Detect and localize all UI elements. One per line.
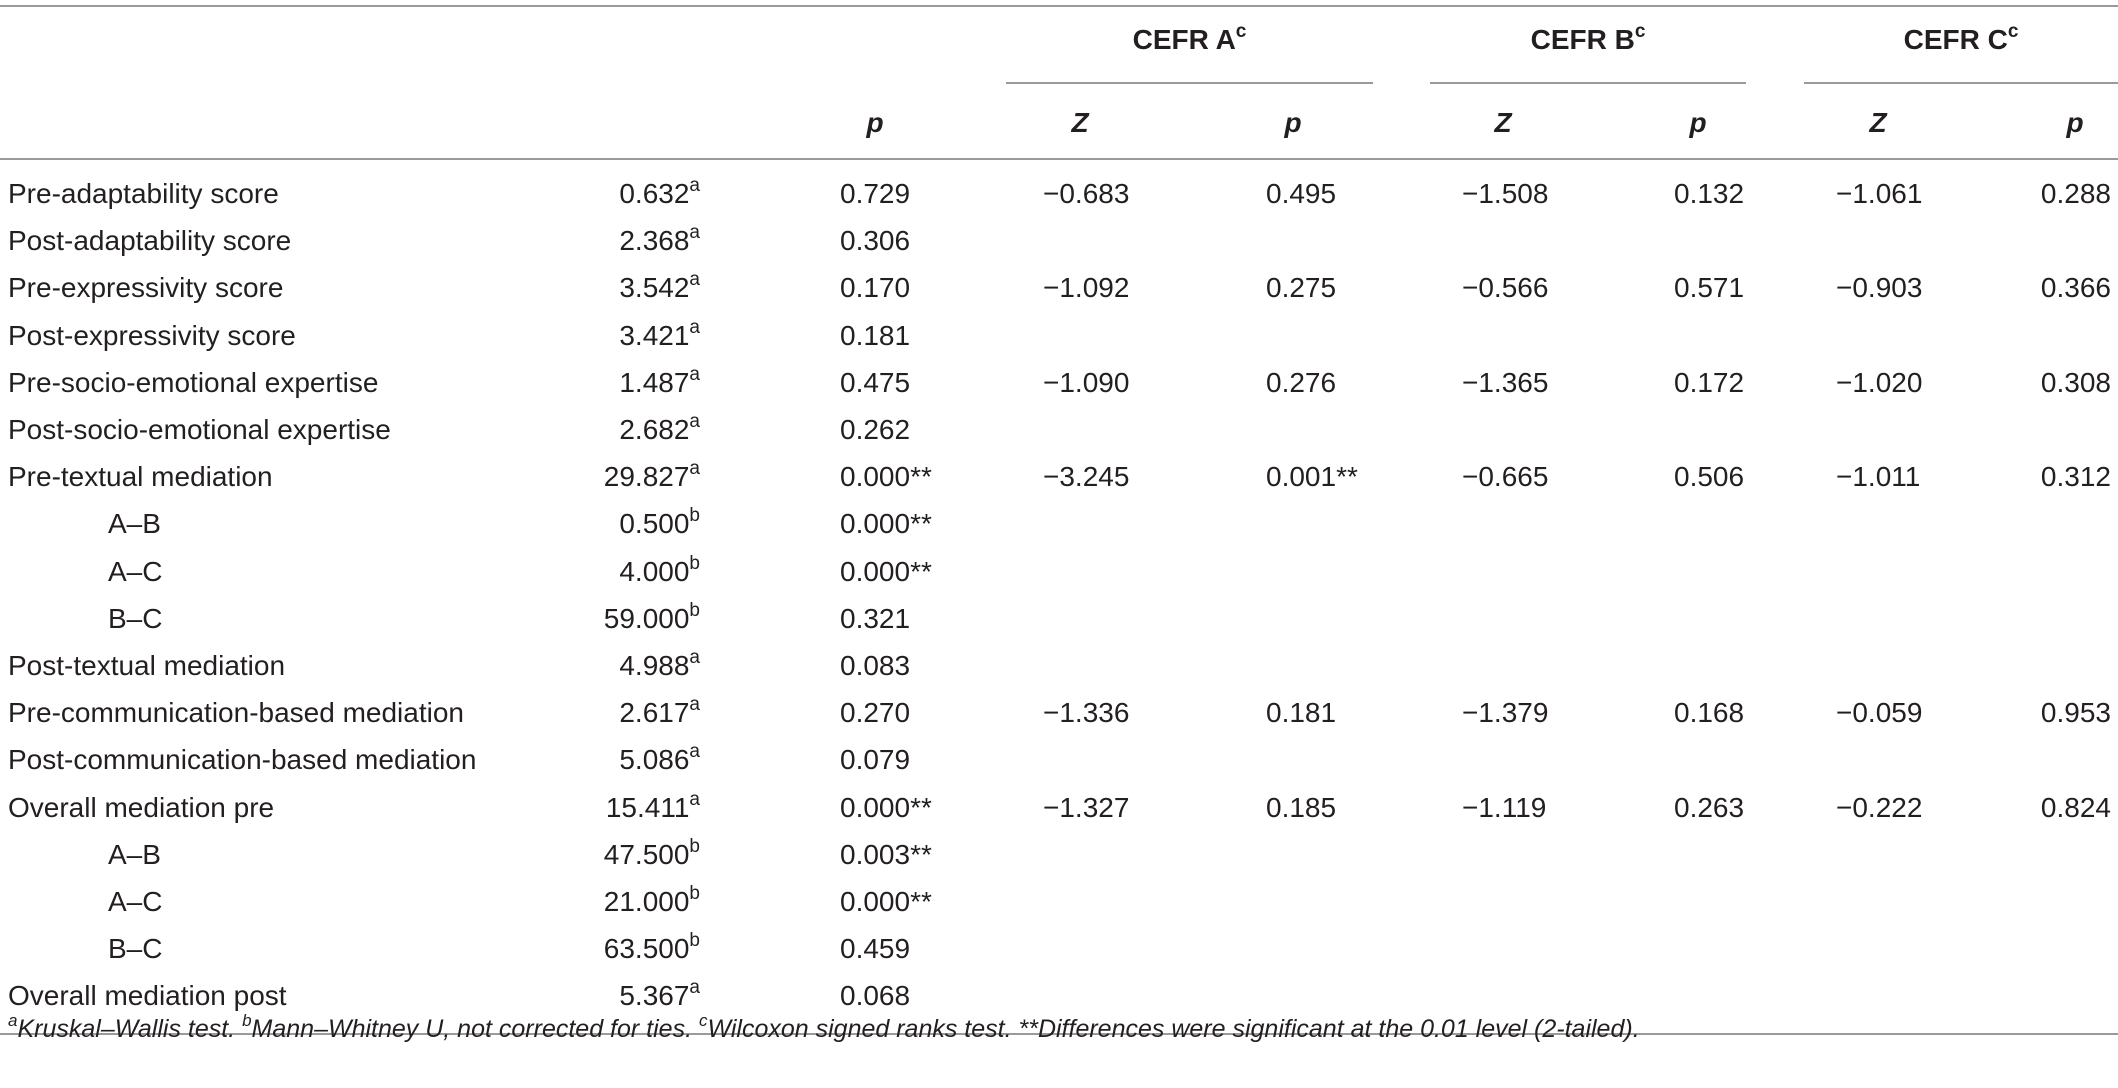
test-statistic-value: 5.086	[619, 744, 690, 775]
cefr-a-p-cell: 0.181	[1266, 697, 1337, 728]
group-header-sup: c	[2007, 20, 2019, 42]
row-label: Pre-communication-based mediation	[8, 697, 464, 728]
cefr-c-z-cell: −0.903	[1836, 272, 1923, 303]
cefr-b-p-cell: 0.172	[1674, 367, 1745, 398]
group-header-cefr-a	[1006, 20, 1373, 57]
cefr-a-p-cell: 0.275	[1266, 272, 1337, 303]
test-statistic-sup: a	[689, 740, 700, 762]
test-statistic-value: 0.632	[619, 178, 690, 209]
footnote-text: Wilcoxon signed ranks test. **Differences were significant at the 0.01 level (2-tailed).	[707, 1015, 1640, 1043]
cefr-c-z-cell: −0.059	[1836, 697, 1923, 728]
test-statistic-value: 4.000	[619, 556, 690, 587]
cefr-c-z-cell: −1.020	[1836, 367, 1923, 398]
p-value-cell: 0.000**	[840, 556, 932, 587]
cefr-c-z-cell: −1.011	[1836, 461, 1921, 492]
test-statistic-sup: a	[689, 363, 700, 385]
test-statistic-value: 3.421	[619, 320, 690, 351]
test-statistic-sup: b	[689, 929, 700, 951]
cefr-a-p-cell: 0.495	[1266, 178, 1337, 209]
p-value-cell: 0.306	[840, 225, 911, 256]
group-header-label: CEFR B	[1530, 24, 1635, 55]
p-value-cell: 0.000**	[840, 461, 932, 492]
cefr-a-p-cell: 0.001**	[1266, 461, 1358, 492]
col-header-c-z: Z	[1869, 107, 1887, 138]
cefr-b-p-cell: 0.132	[1674, 178, 1745, 209]
footnote-sup: c	[698, 1010, 708, 1030]
col-header-c-p: p	[2066, 107, 2084, 138]
row-label: B–C	[108, 933, 163, 964]
p-value-cell: 0.083	[840, 650, 911, 681]
cefr-c-p-cell: 0.312	[2040, 461, 2111, 492]
footnote-text: Kruskal–Wallis test.	[17, 1015, 243, 1043]
cefr-c-group-rule	[1804, 82, 2118, 84]
row-label: Post-socio-emotional expertise	[8, 414, 391, 445]
cefr-c-p-cell: 0.366	[2040, 272, 2111, 303]
row-label: Pre-expressivity score	[8, 272, 284, 303]
test-statistic-value: 5.367	[619, 980, 690, 1011]
cefr-b-p-cell: 0.168	[1674, 697, 1745, 728]
test-statistic-cell	[500, 504, 700, 541]
footnote-sup: a	[8, 1010, 18, 1030]
test-statistic-value: 0.500	[619, 508, 690, 539]
test-statistic-sup: b	[689, 504, 700, 526]
test-statistic-cell	[500, 693, 700, 730]
p-value-cell: 0.729	[840, 178, 911, 209]
row-label: Overall mediation post	[8, 980, 287, 1011]
top-rule	[0, 5, 2118, 7]
row-label: Pre-socio-emotional expertise	[8, 367, 379, 398]
cefr-b-z-cell: −1.508	[1462, 178, 1549, 209]
test-statistic-sup: b	[689, 552, 700, 574]
p-value-cell: 0.000**	[840, 886, 932, 917]
cefr-c-z-cell: −0.222	[1836, 792, 1923, 823]
p-value-cell: 0.068	[840, 980, 911, 1011]
test-statistic-cell	[500, 410, 700, 447]
cefr-b-p-cell: 0.571	[1674, 272, 1745, 303]
test-statistic-cell	[500, 363, 700, 400]
test-statistic-cell	[500, 882, 700, 919]
p-value-cell: 0.321	[840, 603, 911, 634]
test-statistic-cell	[500, 316, 700, 353]
footnote-text: Mann–Whitney U, not corrected for ties.	[251, 1015, 699, 1043]
test-statistic-value: 4.988	[619, 650, 690, 681]
row-label: A–C	[108, 886, 163, 917]
col-header-b-z: Z	[1494, 107, 1512, 138]
cefr-a-z-cell: −1.327	[1043, 792, 1130, 823]
test-statistic-value: 2.682	[619, 414, 690, 445]
test-statistic-sup: a	[689, 457, 700, 479]
test-statistic-cell	[500, 929, 700, 966]
test-statistic-cell	[500, 552, 700, 589]
cefr-b-p-cell: 0.506	[1674, 461, 1745, 492]
test-statistic-sup: b	[689, 599, 700, 621]
test-statistic-cell	[500, 174, 700, 211]
test-statistic-sup: b	[689, 882, 700, 904]
cefr-b-z-cell: −1.119	[1462, 792, 1547, 823]
p-value-cell: 0.262	[840, 414, 911, 445]
row-label: Pre-adaptability score	[8, 178, 279, 209]
col-header-a-p: p	[1284, 107, 1302, 138]
test-statistic-cell	[500, 646, 700, 683]
cefr-a-z-cell: −1.092	[1043, 272, 1130, 303]
test-statistic-value: 29.827	[603, 461, 690, 492]
table-footnote	[8, 1012, 1640, 1046]
cefr-c-p-cell: 0.953	[2040, 697, 2111, 728]
row-label: A–B	[108, 508, 161, 539]
cefr-b-z-cell: −1.379	[1462, 697, 1549, 728]
p-value-cell: 0.000**	[840, 508, 932, 539]
test-statistic-value: 59.000	[603, 603, 690, 634]
col-header-a-z: Z	[1071, 107, 1089, 138]
cefr-c-p-cell: 0.308	[2040, 367, 2111, 398]
p-value-cell: 0.079	[840, 744, 911, 775]
test-statistic-cell	[500, 835, 700, 872]
row-label: Overall mediation pre	[8, 792, 275, 823]
test-statistic-cell	[500, 976, 700, 1013]
row-label: B–C	[108, 603, 163, 634]
cefr-a-p-cell: 0.276	[1266, 367, 1337, 398]
test-statistic-cell	[500, 268, 700, 305]
test-statistic-value: 2.617	[619, 697, 690, 728]
test-statistic-cell	[500, 599, 700, 636]
cefr-a-z-cell: −0.683	[1043, 178, 1130, 209]
test-statistic-value: 21.000	[603, 886, 690, 917]
test-statistic-value: 47.500	[603, 839, 690, 870]
test-statistic-cell	[500, 221, 700, 258]
cefr-a-z-cell: −3.245	[1043, 461, 1130, 492]
col-header-p: p	[866, 107, 884, 138]
cefr-b-z-cell: −0.665	[1462, 461, 1549, 492]
row-label: Post-expressivity score	[8, 320, 296, 351]
test-statistic-sup: a	[689, 410, 700, 432]
test-statistic-sup: b	[689, 835, 700, 857]
test-statistic-value: 15.411	[605, 792, 690, 823]
cefr-b-p-cell: 0.263	[1674, 792, 1745, 823]
test-statistic-value: 1.487	[619, 367, 690, 398]
cefr-a-p-cell: 0.185	[1266, 792, 1337, 823]
p-value-cell: 0.459	[840, 933, 911, 964]
cefr-c-p-cell: 0.824	[2040, 792, 2111, 823]
p-value-cell: 0.003**	[840, 839, 932, 870]
test-statistic-cell	[500, 457, 700, 494]
test-statistic-sup: a	[689, 316, 700, 338]
test-statistic-sup: a	[689, 174, 700, 196]
row-label: A–C	[108, 556, 163, 587]
test-statistic-sup: a	[689, 268, 700, 290]
cefr-b-z-cell: −0.566	[1462, 272, 1549, 303]
p-value-cell: 0.000**	[840, 792, 932, 823]
test-statistic-sup: a	[689, 221, 700, 243]
test-statistic-value: 3.542	[619, 272, 690, 303]
group-header-cefr-c	[1804, 20, 2118, 57]
header-bottom-rule	[0, 158, 2118, 160]
row-label: Post-adaptability score	[8, 225, 292, 256]
row-label: Pre-textual mediation	[8, 461, 273, 492]
group-header-sup: c	[1634, 20, 1646, 42]
row-label: Post-communication-based mediation	[8, 744, 477, 775]
test-statistic-sup: a	[689, 646, 700, 668]
test-statistic-value: 2.368	[619, 225, 690, 256]
col-header-b-p: p	[1689, 107, 1707, 138]
cefr-c-z-cell: −1.061	[1836, 178, 1923, 209]
group-header-label: CEFR C	[1903, 24, 2008, 55]
footnote-sup: b	[242, 1010, 252, 1030]
row-label: Post-textual mediation	[8, 650, 286, 681]
group-header-sup: c	[1235, 20, 1247, 42]
test-statistic-value: 63.500	[603, 933, 690, 964]
cefr-b-group-rule	[1430, 82, 1746, 84]
p-value-cell: 0.170	[840, 272, 911, 303]
cefr-b-z-cell: −1.365	[1462, 367, 1549, 398]
cefr-a-group-rule	[1006, 82, 1373, 84]
test-statistic-cell	[500, 788, 700, 825]
p-value-cell: 0.181	[840, 320, 911, 351]
test-statistic-sup: a	[689, 976, 700, 998]
row-label: A–B	[108, 839, 161, 870]
group-header-label: CEFR A	[1132, 24, 1236, 55]
test-statistic-sup: a	[689, 693, 700, 715]
test-statistic-sup: a	[689, 788, 700, 810]
cefr-a-z-cell: −1.336	[1043, 697, 1130, 728]
p-value-cell: 0.475	[840, 367, 911, 398]
group-header-cefr-b	[1430, 20, 1746, 57]
cefr-c-p-cell: 0.288	[2040, 178, 2111, 209]
test-statistic-cell	[500, 740, 700, 777]
p-value-cell: 0.270	[840, 697, 911, 728]
cefr-a-z-cell: −1.090	[1043, 367, 1130, 398]
